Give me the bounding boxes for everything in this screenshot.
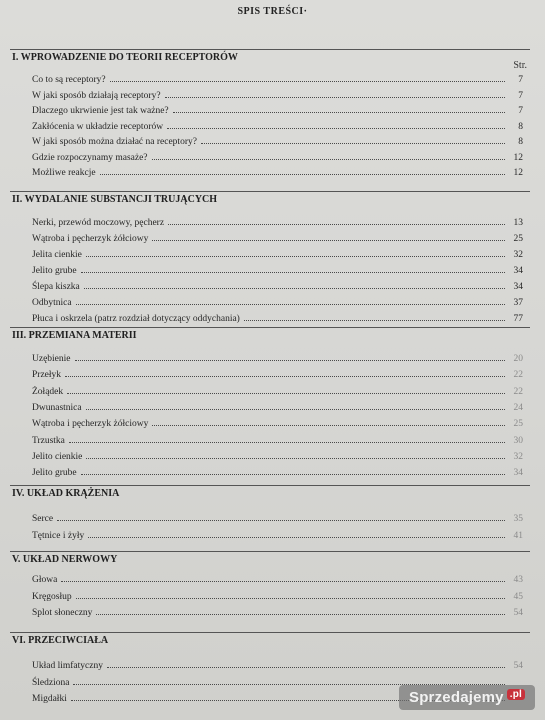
dot-leader [75,360,505,361]
entry-page-number: 35 [513,514,523,524]
dot-leader [167,128,505,129]
section-rule [10,327,530,328]
entry-page-number: 30 [513,435,523,446]
toc-entry [32,366,523,380]
section-rule [10,632,530,633]
entry-page-number: 41 [513,530,523,541]
entry-page-number: 25 [513,234,523,244]
section-heading: V. UKŁAD NERWOWY [12,554,118,565]
dot-leader [65,376,505,377]
toc-entry [32,588,523,602]
dot-leader [81,272,505,273]
entry-page-number: 54 [513,661,523,671]
entry-page-number: 22 [513,370,523,381]
toc-entry [32,87,523,101]
entry-page-number: 43 [513,575,523,585]
entry-page-number: 12 [513,168,523,178]
dot-leader [152,425,505,426]
toc-entry [32,149,523,163]
entry-label: Gdzie rozpoczynamy masaże? [32,152,148,163]
entry-page-number: 34 [513,282,523,292]
entry-page-number: 7 [518,90,523,101]
section-rule [10,485,530,486]
entry-label: Co to są receptory? [32,75,106,85]
entry-label: Jelito cienkie [32,451,83,462]
dot-leader [86,409,505,410]
toc-entry [32,448,523,462]
toc-entry [32,527,523,541]
page-title: SPIS TREŚCI· [237,6,308,17]
toc-entry [32,246,523,260]
dot-leader [84,288,505,289]
entry-label: Wątroba i pęcherzyk żółciowy [32,234,149,244]
entry-label: Płuca i oskrzela (patrz rozdział dotyczący oddychania) [32,314,240,324]
dot-leader [96,614,505,615]
entry-label: Tętnice i żyły [32,530,85,541]
dot-leader [173,112,505,113]
section-heading: III. PRZEMIANA MATERII [12,330,137,341]
entry-label: Uzębienie [32,354,71,364]
dot-leader [168,224,505,225]
entry-label: Zakłócenia w układzie receptorów [32,121,164,132]
toc-entry [32,383,523,397]
toc-entry [32,118,523,132]
entry-page-number: 34 [513,266,523,276]
dot-leader [165,97,505,98]
dot-leader [61,581,505,582]
entry-page-number: 25 [513,419,523,430]
entry-page-number: 13 [513,218,523,228]
toc-entry [32,432,523,446]
entry-label: W jaki sposób działają receptory? [32,90,161,101]
toc-entry [32,278,523,292]
toc-entry [32,350,523,364]
entry-label: Dwunastnica [32,402,82,413]
toc-entry [32,133,523,147]
toc-entry [32,214,523,228]
toc-entry [32,510,523,524]
entry-label: Przełyk [32,370,62,381]
entry-label: Kręgosłup [32,591,72,602]
section-heading: IV. UKŁAD KRĄŻENIA [12,488,120,499]
entry-page-number: 7 [518,75,523,85]
section-rule [10,191,530,192]
entry-label: Jelita cienkie [32,250,82,260]
entry-page-number: 20 [513,354,523,364]
watermark-logo [399,685,535,710]
toc-entry [32,310,523,324]
dot-leader [100,174,505,175]
dot-leader [57,520,505,521]
entry-page-number: 77 [513,314,523,324]
entry-page-number: 32 [513,250,523,260]
dot-leader [107,667,505,668]
section-heading: II. WYDALANIE SUBSTANCJI TRUJĄCYCH [12,194,218,205]
entry-label: Możliwe reakcje [32,168,96,178]
dot-leader [69,442,505,443]
dot-leader [88,537,505,538]
watermark-text: Sprzedajemy [408,689,504,706]
entry-label: Żołądek [32,386,64,397]
toc-entry [32,604,523,618]
section-rule [10,49,530,50]
entry-page-number: 24 [513,402,523,413]
dot-leader [86,458,505,459]
entry-page-number: 8 [518,121,523,132]
dot-leader [152,240,505,241]
entry-label: Trzustka [32,435,65,446]
dot-leader [81,474,505,475]
entry-label: Wątroba i pęcherzyk żółciowy [32,419,149,430]
dot-leader [67,393,505,394]
entry-page-number: 34 [513,468,523,479]
toc-entry [32,71,523,85]
toc-entry [32,464,523,478]
entry-label: Nerki, przewód moczowy, pęcherz [32,218,165,228]
entry-label: Splot słoneczny [32,608,93,618]
entry-page-number: 8 [518,137,523,147]
entry-label: Jelito grube [32,266,77,276]
dot-leader [201,143,505,144]
toc-entry [32,294,523,308]
toc-entry [32,230,523,244]
entry-label: Układ limfatyczny [32,661,103,671]
entry-page-number: 7 [518,106,523,116]
entry-label: Odbytnica [32,298,72,308]
dot-leader [110,81,505,82]
toc-entry [32,571,523,585]
dot-leader [244,320,505,321]
entry-page-number: 37 [513,298,523,308]
entry-label: Serce [32,514,54,524]
section-heading: VI. PRZECIWCIAŁA [12,635,109,646]
toc-entry [32,657,523,671]
toc-entry [32,262,523,276]
section-heading: I. WPROWADZENIE DO TEORII RECEPTORÓW [12,52,238,63]
entry-page-number: 22 [513,386,523,397]
entry-label: Głowa [32,575,58,585]
entry-label: Ślepa kiszka [32,282,80,292]
entry-label: Dlaczego ukrwienie jest tak ważne? [32,106,169,116]
entry-page-number: 32 [513,451,523,462]
entry-label: Migdałki [32,694,67,704]
dot-leader [152,159,505,160]
entry-page-number: 45 [513,591,523,602]
dot-leader [86,256,505,257]
entry-label: Śledziona [32,677,70,688]
toc-entry [32,415,523,429]
dot-leader [76,598,505,599]
page-column-label: Str. [513,60,527,71]
entry-label: W jaki sposób można działać na receptory? [32,137,197,147]
toc-entry [32,399,523,413]
dot-leader [76,304,505,305]
section-rule [10,551,530,552]
entry-label: Jelito grube [32,468,77,479]
toc-entry [32,164,523,178]
watermark-suffix: .pl [507,689,525,700]
entry-page-number: 54 [513,608,523,618]
entry-page-number: 12 [513,152,523,163]
toc-entry [32,102,523,116]
